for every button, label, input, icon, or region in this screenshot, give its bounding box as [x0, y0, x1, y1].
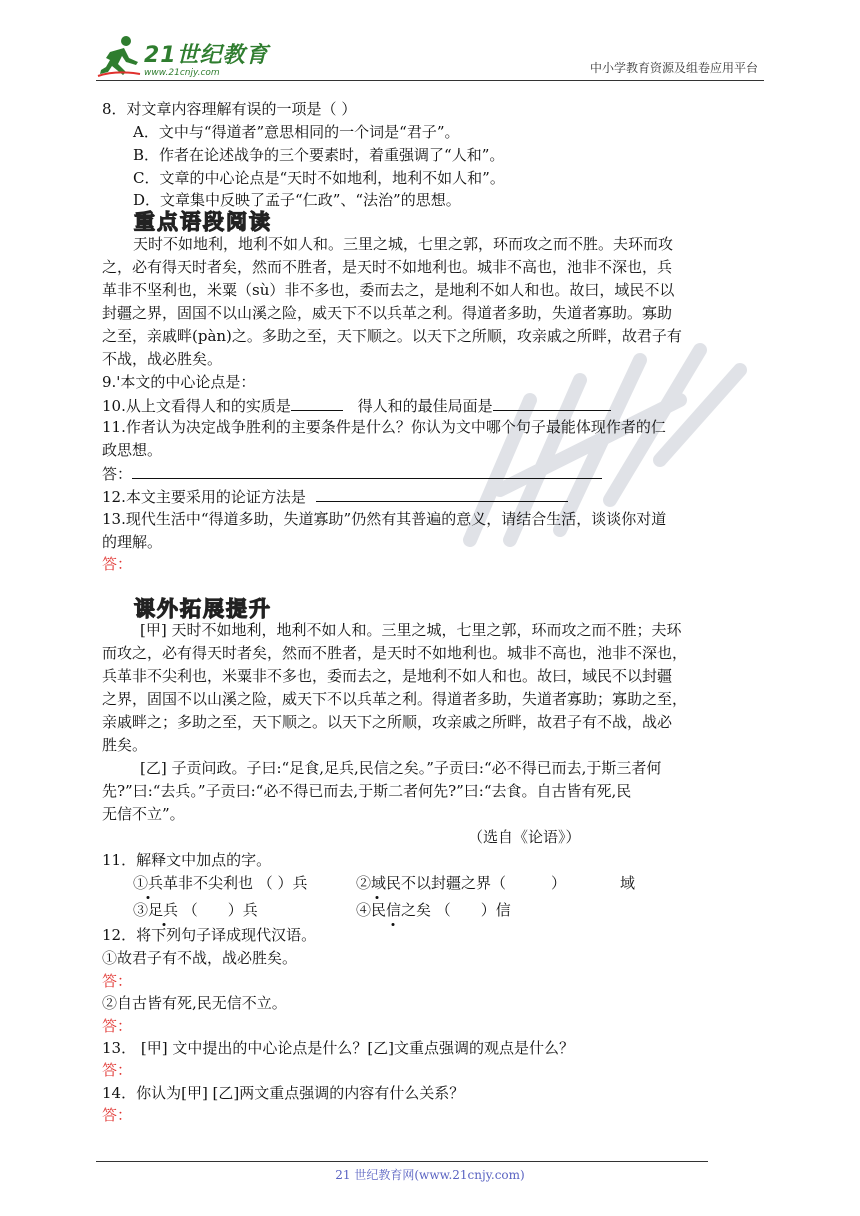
logo-name: 21世纪教育	[144, 43, 269, 68]
passage-line: 之至，亲戚畔(pàn)之。多助之至，天下顺之。以天下之所顺，攻亲戚之所畔，故君子有	[102, 327, 682, 345]
header-tagline: 中小学教育资源及组卷应用平台	[589, 61, 758, 75]
question-11-ext-item-2-word: 域	[620, 874, 636, 892]
question-10	[102, 394, 611, 417]
question-11-ext-item-3: ③足兵 （ ）兵	[133, 901, 258, 919]
question-13-ext: 13． [甲] 文中提出的中心论点是什么？[乙]文重点强调的观点是什么？	[102, 1039, 575, 1057]
answer-label: 答：	[102, 972, 133, 990]
answer-blank[interactable]	[493, 394, 611, 411]
question-8-option-c: C．文章的中心论点是“天时不如地利，地利不如人和”。	[133, 169, 505, 187]
question-11-answer	[102, 462, 602, 485]
page-footer: 21 世纪教育网(www.21cnjy.com)	[335, 1168, 525, 1182]
emphasis-dot	[157, 919, 171, 920]
question-13-line: 的理解。	[102, 533, 163, 551]
question-11-ext-item-2: ②域民不以封疆之界（ ）	[356, 874, 567, 892]
logo-url: www.21cnjy.com	[144, 68, 220, 78]
question-8-option-a: A．文中与“得道者”意思相同的一个词是“君子”。	[133, 123, 460, 141]
question-11-line: 11.作者认为决定战争胜利的主要条件是什么？你认为文中哪个句子最能体现作者的仁	[102, 418, 666, 436]
emphasis-dot	[386, 919, 400, 920]
question-14-ext: 14．你认为[甲] [乙]两文重点强调的内容有什么关系？	[102, 1084, 465, 1102]
answer-blank[interactable]	[316, 485, 568, 502]
answer-label: 答：	[102, 1017, 133, 1035]
answer-label: 答：	[102, 1061, 133, 1079]
answer-blank[interactable]	[132, 462, 602, 479]
passage-yi-line: 先?”曰:“去兵。”子贡曰:“必不得已而去,于斯二者何先?”曰:“去食。自古皆有死,民	[102, 782, 632, 800]
question-13-answer-label: 答：	[102, 555, 133, 573]
logo	[96, 34, 269, 78]
question-8-stem: 8．对文章内容理解有误的一项是（ ）	[102, 100, 357, 118]
passage-line: 之，必有得天时者矣，然而不胜者，是天时不如地利也。城非不高也，池非不深也，兵	[102, 258, 673, 276]
emphasis-dot	[141, 892, 155, 893]
question-11-ext-item-4: ④民信之矣 （ ）信	[356, 901, 511, 919]
passage-line: 不战，战必胜矣。	[102, 350, 223, 368]
question-12	[102, 485, 568, 508]
passage-jia-line: [甲] 天时不如地利，地利不如人和。三里之城，七里之郭，环而攻之而不胜；夫环	[140, 621, 682, 639]
passage-line: 封疆之界，固国不以山溪之险，威天下不以兵革之利。得道者多助，失道者寡助。寡助	[102, 304, 673, 322]
passage-line: 革非不坚利也，米粟（sù）非不多也，委而去之，是地利不如人和也。故曰，域民不以	[102, 281, 675, 299]
question-11-ext-item-1: ①兵革非不尖利也 （ ）兵	[133, 874, 308, 892]
question-11-ext-stem: 11．解释文中加点的字。	[102, 851, 272, 869]
passage-line: 天时不如地利，地利不如人和。三里之城，七里之郭，环而攻之而不胜。夫环而攻	[133, 235, 674, 253]
answer-label: 答：	[102, 1106, 133, 1124]
section-title-extension: 课外拓展提升	[134, 596, 272, 621]
question-10-part-a: 10.从上文看得人和的实质是	[102, 397, 291, 415]
question-13-line: 13.现代生活中“得道多助，失道寡助”仍然有其普遍的意义，请结合生活，谈谈你对道	[102, 510, 667, 528]
question-12-ext-sentence-2: ②自古皆有死,民无信不立。	[102, 994, 287, 1012]
question-12-text: 12.本文主要采用的论证方法是	[102, 488, 306, 506]
question-12-ext-sentence-1: ①故君子有不战，战必胜矣。	[102, 949, 298, 967]
answer-label: 答：	[102, 465, 133, 483]
passage-jia-line: 胜矣。	[102, 736, 148, 754]
passage-source: （选自《论语》）	[468, 828, 581, 846]
passage-jia-line: 之界，固国不以山溪之险，威天下不以兵革之利。得道者多助，失道者寡助；寡助之至，	[102, 690, 688, 708]
question-10-part-b: 得人和的最佳局面是	[357, 397, 493, 415]
passage-yi-line: [乙] 子贡问政。子曰:“足食,足兵,民信之矣。”子贡曰:“必不得已而去,于斯三者何	[140, 759, 662, 777]
runner-logo-icon	[96, 34, 142, 78]
passage-yi-line: 无信不立”。	[102, 805, 185, 823]
question-12-ext-stem: 12．将下列句子译成现代汉语。	[102, 926, 317, 944]
answer-blank[interactable]	[291, 394, 343, 411]
emphasis-dot	[370, 892, 384, 893]
question-9: 9.'本文的中心论点是：	[102, 373, 256, 391]
footer-divider	[96, 1161, 708, 1162]
passage-jia-line: 兵革非不尖利也，米粟非不多也，委而去之，是地利不如人和也。故曰，域民不以封疆	[102, 667, 673, 685]
question-11-line: 政思想。	[102, 441, 163, 459]
passage-jia-line: 而攻之，必有得天时者矣，然而不胜者，是天时不如地利也。城非不高也，池非不深也，	[102, 644, 688, 662]
question-8-option-d: D．文章集中反映了孟子“仁政”、“法治”的思想。	[133, 191, 461, 209]
page-header	[96, 30, 764, 81]
section-title-key-reading: 重点语段阅读	[134, 209, 272, 234]
passage-jia-line: 亲戚畔之；多助之至，天下顺之。以天下之所顺，攻亲戚之所畔，故君子有不战，战必	[102, 713, 673, 731]
question-8-option-b: B．作者在论述战争的三个要素时，着重强调了“人和”。	[133, 146, 505, 164]
